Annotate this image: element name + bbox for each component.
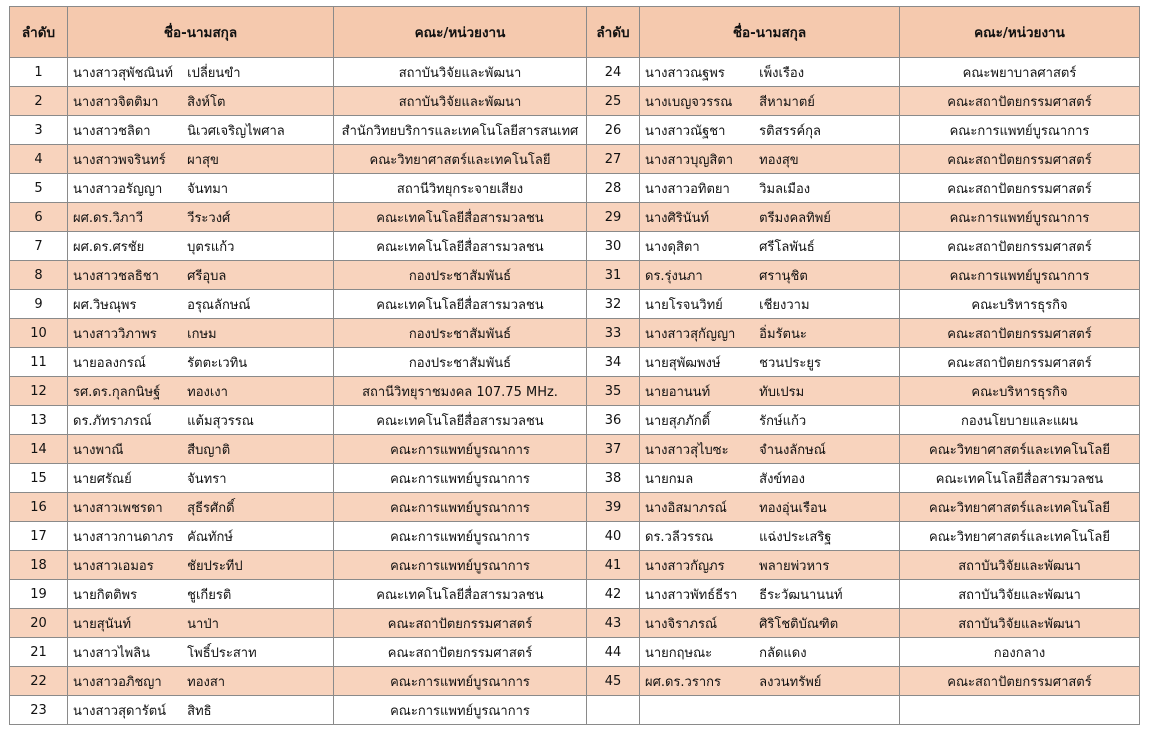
last-name: ตรีมงคลทิพย์ [759, 210, 831, 226]
first-name: นางเบญจวรรณ [645, 94, 733, 110]
number-cell: 15 [10, 464, 68, 493]
first-name: นางสาวพัทธ์ธีรา [645, 587, 738, 603]
department-cell: สถาบันวิจัยและพัฒนา [900, 580, 1140, 609]
last-name: ทองเงา [187, 384, 228, 400]
table-row [10, 58, 1140, 87]
department-cell: คณะวิทยาศาสตร์และเทคโนโลยี [900, 522, 1140, 551]
table-row [10, 348, 1140, 377]
last-name: นิเวศเจริญไพศาล [187, 123, 285, 139]
name-cell [68, 116, 334, 145]
number-cell: 20 [10, 609, 68, 638]
number-cell: 7 [10, 232, 68, 261]
table-row [10, 203, 1140, 232]
department-cell: สถาบันวิจัยและพัฒนา [900, 551, 1140, 580]
last-name: คัณทักษ์ [187, 529, 233, 545]
first-name: นางจิราภรณ์ [645, 616, 718, 632]
number-cell: 27 [587, 145, 640, 174]
name-cell [68, 696, 334, 725]
table-row [10, 406, 1140, 435]
first-name: นางสาวสุกัญญา [645, 326, 736, 342]
last-name: วีระวงศ์ [187, 210, 231, 226]
number-cell: 40 [587, 522, 640, 551]
name-cell [640, 290, 900, 319]
name-cell [640, 522, 900, 551]
last-name: เกษม [187, 326, 217, 342]
name-cell [68, 232, 334, 261]
name-cell [640, 580, 900, 609]
department-cell: คณะสถาปัตยกรรมศาสตร์ [900, 667, 1140, 696]
table-row [10, 609, 1140, 638]
department-cell: คณะการแพทย์บูรณาการ [334, 696, 587, 725]
department-cell: คณะสถาปัตยกรรมศาสตร์ [900, 348, 1140, 377]
first-name: นายศรัณย์ [73, 471, 132, 487]
name-cell [640, 377, 900, 406]
last-name: ผาสุข [187, 152, 219, 168]
number-cell: 45 [587, 667, 640, 696]
first-name: ดร.วลีวรรณ [645, 529, 714, 545]
first-name: นายกิตติพร [73, 587, 138, 603]
number-cell: 13 [10, 406, 68, 435]
last-name: วิมลเมือง [759, 181, 811, 197]
name-cell [640, 232, 900, 261]
first-name: นางสาวสุพัชณินท์ [73, 65, 173, 81]
department-cell: คณะวิทยาศาสตร์และเทคโนโลยี [900, 493, 1140, 522]
number-cell: 4 [10, 145, 68, 174]
department-cell: คณะการแพทย์บูรณาการ [334, 435, 587, 464]
first-name: นายสุภภักดิ์ [645, 413, 711, 429]
number-cell: 31 [587, 261, 640, 290]
last-name: แฉ่งประเสริฐ [759, 529, 832, 545]
number-cell: 3 [10, 116, 68, 145]
first-name: นางศิรินันท์ [645, 210, 710, 226]
table-row [10, 696, 1140, 725]
first-name: นางสาวณัฐชา [645, 123, 726, 139]
empty-cell [587, 696, 640, 725]
number-cell: 38 [587, 464, 640, 493]
number-cell: 2 [10, 87, 68, 116]
last-name: เปลี่ยนขำ [187, 65, 241, 81]
first-name: นางสาวกานดาภร [73, 529, 174, 545]
first-name: นายโรจนวิทย์ [645, 297, 723, 313]
name-cell [640, 145, 900, 174]
table-row [10, 319, 1140, 348]
first-name: นางสาวเพชรดา [73, 500, 163, 516]
number-cell: 43 [587, 609, 640, 638]
name-cell [640, 551, 900, 580]
department-cell: คณะเทคโนโลยีสื่อสารมวลชน [334, 290, 587, 319]
department-cell: คณะการแพทย์บูรณาการ [334, 522, 587, 551]
name-cell [68, 551, 334, 580]
header-dept-left: คณะ/หน่วยงาน [334, 7, 587, 58]
last-name: พลายพ่วหาร [759, 558, 830, 574]
staff-table-container [9, 6, 1140, 725]
first-name: ผศ.ดร.วรากร [645, 674, 721, 690]
first-name: นางสาวอทิตยา [645, 181, 730, 197]
number-cell: 19 [10, 580, 68, 609]
department-cell: กองนโยบายและแผน [900, 406, 1140, 435]
header-dept-right: คณะ/หน่วยงาน [900, 7, 1140, 58]
name-cell [68, 58, 334, 87]
name-cell [640, 609, 900, 638]
name-cell [68, 580, 334, 609]
number-cell: 30 [587, 232, 640, 261]
last-name: สิงห์โต [187, 94, 226, 110]
empty-cell [640, 696, 900, 725]
number-cell: 26 [587, 116, 640, 145]
first-name: นายสุนันท์ [73, 616, 132, 632]
last-name: จันทมา [187, 181, 229, 197]
name-cell [68, 493, 334, 522]
name-cell [68, 261, 334, 290]
department-cell: คณะการแพทย์บูรณาการ [900, 203, 1140, 232]
department-cell: คณะสถาปัตยกรรมศาสตร์ [900, 232, 1140, 261]
last-name: ทองสา [187, 674, 226, 690]
table-row [10, 522, 1140, 551]
number-cell: 33 [587, 319, 640, 348]
first-name: นางอิสมาภรณ์ [645, 500, 727, 516]
name-cell [68, 348, 334, 377]
name-cell [640, 435, 900, 464]
last-name: รักษ์แก้ว [759, 413, 807, 429]
table-row [10, 667, 1140, 696]
number-cell: 36 [587, 406, 640, 435]
first-name: นางดุสิตา [645, 239, 700, 255]
first-name: นางพาณี [73, 442, 124, 458]
department-cell: กองประชาสัมพันธ์ [334, 348, 587, 377]
name-cell [640, 87, 900, 116]
department-cell: คณะการแพทย์บูรณาการ [334, 667, 587, 696]
department-cell: คณะสถาปัตยกรรมศาสตร์ [900, 319, 1140, 348]
first-name: ผศ.ดร.ศรชัย [73, 239, 145, 255]
last-name: ชวนประยูร [759, 355, 821, 371]
department-cell: กองกลาง [900, 638, 1140, 667]
first-name: นางสาวเอมอร [73, 558, 154, 574]
first-name: นางสาวสุดารัตน์ [73, 703, 167, 719]
department-cell: คณะเทคโนโลยีสื่อสารมวลชน [334, 203, 587, 232]
first-name: นางสาวณฐพร [645, 65, 725, 81]
name-cell [640, 58, 900, 87]
department-cell: คณะการแพทย์บูรณาการ [334, 493, 587, 522]
first-name: นางสาวอภิชญา [73, 674, 162, 690]
first-name: นางสาวกัญภร [645, 558, 725, 574]
department-cell: กองประชาสัมพันธ์ [334, 319, 587, 348]
first-name: ผศ.วิษณุพร [73, 297, 137, 313]
department-cell: คณะสถาปัตยกรรมศาสตร์ [334, 609, 587, 638]
table-row [10, 464, 1140, 493]
name-cell [640, 406, 900, 435]
table-row [10, 87, 1140, 116]
last-name: แต้มสุวรรณ [187, 413, 254, 429]
last-name: รติสรรค์กุล [759, 123, 821, 139]
department-cell: คณะสถาปัตยกรรมศาสตร์ [900, 87, 1140, 116]
number-cell: 32 [587, 290, 640, 319]
first-name: นายกมล [645, 471, 694, 487]
header-name-left: ชื่อ-นามสกุล [68, 7, 334, 58]
department-cell: คณะสถาปัตยกรรมศาสตร์ [900, 174, 1140, 203]
department-cell: สถาบันวิจัยและพัฒนา [334, 58, 587, 87]
table-row [10, 145, 1140, 174]
department-cell: คณะบริหารธุรกิจ [900, 290, 1140, 319]
department-cell: สถานีวิทยุกระจายเสียง [334, 174, 587, 203]
table-row [10, 290, 1140, 319]
number-cell: 44 [587, 638, 640, 667]
department-cell: คณะการแพทย์บูรณาการ [334, 551, 587, 580]
first-name: นายสุพัฒพงษ์ [645, 355, 721, 371]
first-name: นางสาวชลธิชา [73, 268, 159, 284]
number-cell: 25 [587, 87, 640, 116]
name-cell [640, 261, 900, 290]
name-cell [68, 667, 334, 696]
first-name: ดร.ภัทราภรณ์ [73, 413, 152, 429]
last-name: ธีระวัฒนานนท์ [759, 587, 843, 603]
name-cell [68, 522, 334, 551]
name-cell [640, 174, 900, 203]
last-name: อรุณลักษณ์ [187, 297, 251, 313]
first-name: รศ.ดร.กุลกนิษฐ์ [73, 384, 161, 400]
number-cell: 16 [10, 493, 68, 522]
number-cell: 28 [587, 174, 640, 203]
header-name-right: ชื่อ-นามสกุล [640, 7, 900, 58]
number-cell: 5 [10, 174, 68, 203]
name-cell [68, 145, 334, 174]
name-cell [640, 203, 900, 232]
last-name: ศรีอุบล [187, 268, 227, 284]
table-row [10, 493, 1140, 522]
first-name: นางสาวพจรินทร์ [73, 152, 166, 168]
number-cell: 8 [10, 261, 68, 290]
department-cell: กองประชาสัมพันธ์ [334, 261, 587, 290]
table-body [10, 58, 1140, 725]
name-cell [640, 667, 900, 696]
last-name: ศิริโชติบัณฑิต [759, 616, 839, 632]
last-name: ทับเปรม [759, 384, 805, 400]
header-no-right: ลำดับ [587, 7, 640, 58]
department-cell: คณะการแพทย์บูรณาการ [900, 116, 1140, 145]
department-cell: สถาบันวิจัยและพัฒนา [334, 87, 587, 116]
number-cell: 42 [587, 580, 640, 609]
last-name: รัตตะเวทิน [187, 355, 248, 371]
department-cell: คณะเทคโนโลยีสื่อสารมวลชน [900, 464, 1140, 493]
first-name: ดร.รุ่งนภา [645, 268, 703, 284]
name-cell [640, 319, 900, 348]
table-row [10, 435, 1140, 464]
last-name: สังข์ทอง [759, 471, 806, 487]
department-cell: คณะสถาปัตยกรรมศาสตร์ [900, 145, 1140, 174]
first-name: นางสาววิภาพร [73, 326, 157, 342]
number-cell: 12 [10, 377, 68, 406]
name-cell [68, 319, 334, 348]
name-cell [68, 638, 334, 667]
last-name: ชัยประทีป [187, 558, 243, 574]
empty-cell [900, 696, 1140, 725]
number-cell: 1 [10, 58, 68, 87]
number-cell: 22 [10, 667, 68, 696]
number-cell: 14 [10, 435, 68, 464]
table-row [10, 261, 1140, 290]
department-cell: คณะเทคโนโลยีสื่อสารมวลชน [334, 232, 587, 261]
number-cell: 23 [10, 696, 68, 725]
last-name: อิ่มรัตนะ [759, 326, 807, 342]
number-cell: 21 [10, 638, 68, 667]
name-cell [68, 87, 334, 116]
table-row [10, 638, 1140, 667]
name-cell [640, 464, 900, 493]
number-cell: 18 [10, 551, 68, 580]
department-cell: สถาบันวิจัยและพัฒนา [900, 609, 1140, 638]
last-name: สืบญาติ [187, 442, 231, 458]
last-name: นาป่า [187, 616, 219, 632]
number-cell: 39 [587, 493, 640, 522]
first-name: นายอลงกรณ์ [73, 355, 146, 371]
name-cell [68, 464, 334, 493]
first-name: นายอานนท์ [645, 384, 711, 400]
first-name: นางสาวอรัญญา [73, 181, 163, 197]
last-name: กลัดแดง [759, 645, 807, 661]
last-name: สิทธิ [187, 703, 212, 719]
number-cell: 24 [587, 58, 640, 87]
number-cell: 41 [587, 551, 640, 580]
last-name: บุตรแก้ว [187, 239, 235, 255]
number-cell: 10 [10, 319, 68, 348]
last-name: ทองอุ่นเรือน [759, 500, 827, 516]
last-name: ศรานุชิต [759, 268, 808, 284]
last-name: โพธิ์ประสาท [187, 645, 257, 661]
last-name: เพ็งเรือง [759, 65, 805, 81]
first-name: ผศ.ดร.วิภาวี [73, 210, 144, 226]
first-name: นางสาวไพลิน [73, 645, 151, 661]
name-cell [68, 435, 334, 464]
last-name: จำนงลักษณ์ [759, 442, 826, 458]
last-name: สีหามาตย์ [759, 94, 815, 110]
name-cell [640, 493, 900, 522]
staff-table [9, 6, 1140, 725]
department-cell: คณะวิทยาศาสตร์และเทคโนโลยี [900, 435, 1140, 464]
department-cell: คณะสถาปัตยกรรมศาสตร์ [334, 638, 587, 667]
name-cell [68, 377, 334, 406]
number-cell: 11 [10, 348, 68, 377]
first-name: นางสาวจิตติมา [73, 94, 159, 110]
table-row [10, 232, 1140, 261]
table-row [10, 116, 1140, 145]
department-cell: คณะพยาบาลศาสตร์ [900, 58, 1140, 87]
first-name: นางสาวบุญสิตา [645, 152, 734, 168]
name-cell [640, 638, 900, 667]
table-row [10, 377, 1140, 406]
number-cell: 17 [10, 522, 68, 551]
last-name: เชียงวาม [759, 297, 810, 313]
last-name: ลงวนทรัพย์ [759, 674, 822, 690]
name-cell [68, 406, 334, 435]
number-cell: 37 [587, 435, 640, 464]
last-name: ชูเกียรติ [187, 587, 232, 603]
table-row [10, 174, 1140, 203]
first-name: นางสาวสุไบซะ [645, 442, 729, 458]
name-cell [68, 290, 334, 319]
department-cell: คณะวิทยาศาสตร์และเทคโนโลยี [334, 145, 587, 174]
first-name: นางสาวชลิดา [73, 123, 151, 139]
first-name: นายกฤษณะ [645, 645, 713, 661]
number-cell: 34 [587, 348, 640, 377]
number-cell: 9 [10, 290, 68, 319]
name-cell [640, 116, 900, 145]
last-name: ศรีโลพันธ์ [759, 239, 815, 255]
department-cell: สถานีวิทยุราชมงคล 107.75 MHz. [334, 377, 587, 406]
department-cell: คณะบริหารธุรกิจ [900, 377, 1140, 406]
name-cell [68, 203, 334, 232]
name-cell [640, 348, 900, 377]
name-cell [68, 609, 334, 638]
name-cell [68, 174, 334, 203]
department-cell: คณะเทคโนโลยีสื่อสารมวลชน [334, 580, 587, 609]
number-cell: 35 [587, 377, 640, 406]
department-cell: สำนักวิทยบริการและเทคโนโลยีสารสนเทศ [334, 116, 587, 145]
department-cell: คณะการแพทย์บูรณาการ [334, 464, 587, 493]
number-cell: 29 [587, 203, 640, 232]
number-cell: 6 [10, 203, 68, 232]
header-row [10, 7, 1140, 58]
last-name: สุธีรศักดิ์ [187, 500, 235, 516]
last-name: จันทรา [187, 471, 227, 487]
table-row [10, 580, 1140, 609]
header-no-left: ลำดับ [10, 7, 68, 58]
department-cell: คณะเทคโนโลยีสื่อสารมวลชน [334, 406, 587, 435]
last-name: ทองสุข [759, 152, 799, 168]
department-cell: คณะการแพทย์บูรณาการ [900, 261, 1140, 290]
table-row [10, 551, 1140, 580]
